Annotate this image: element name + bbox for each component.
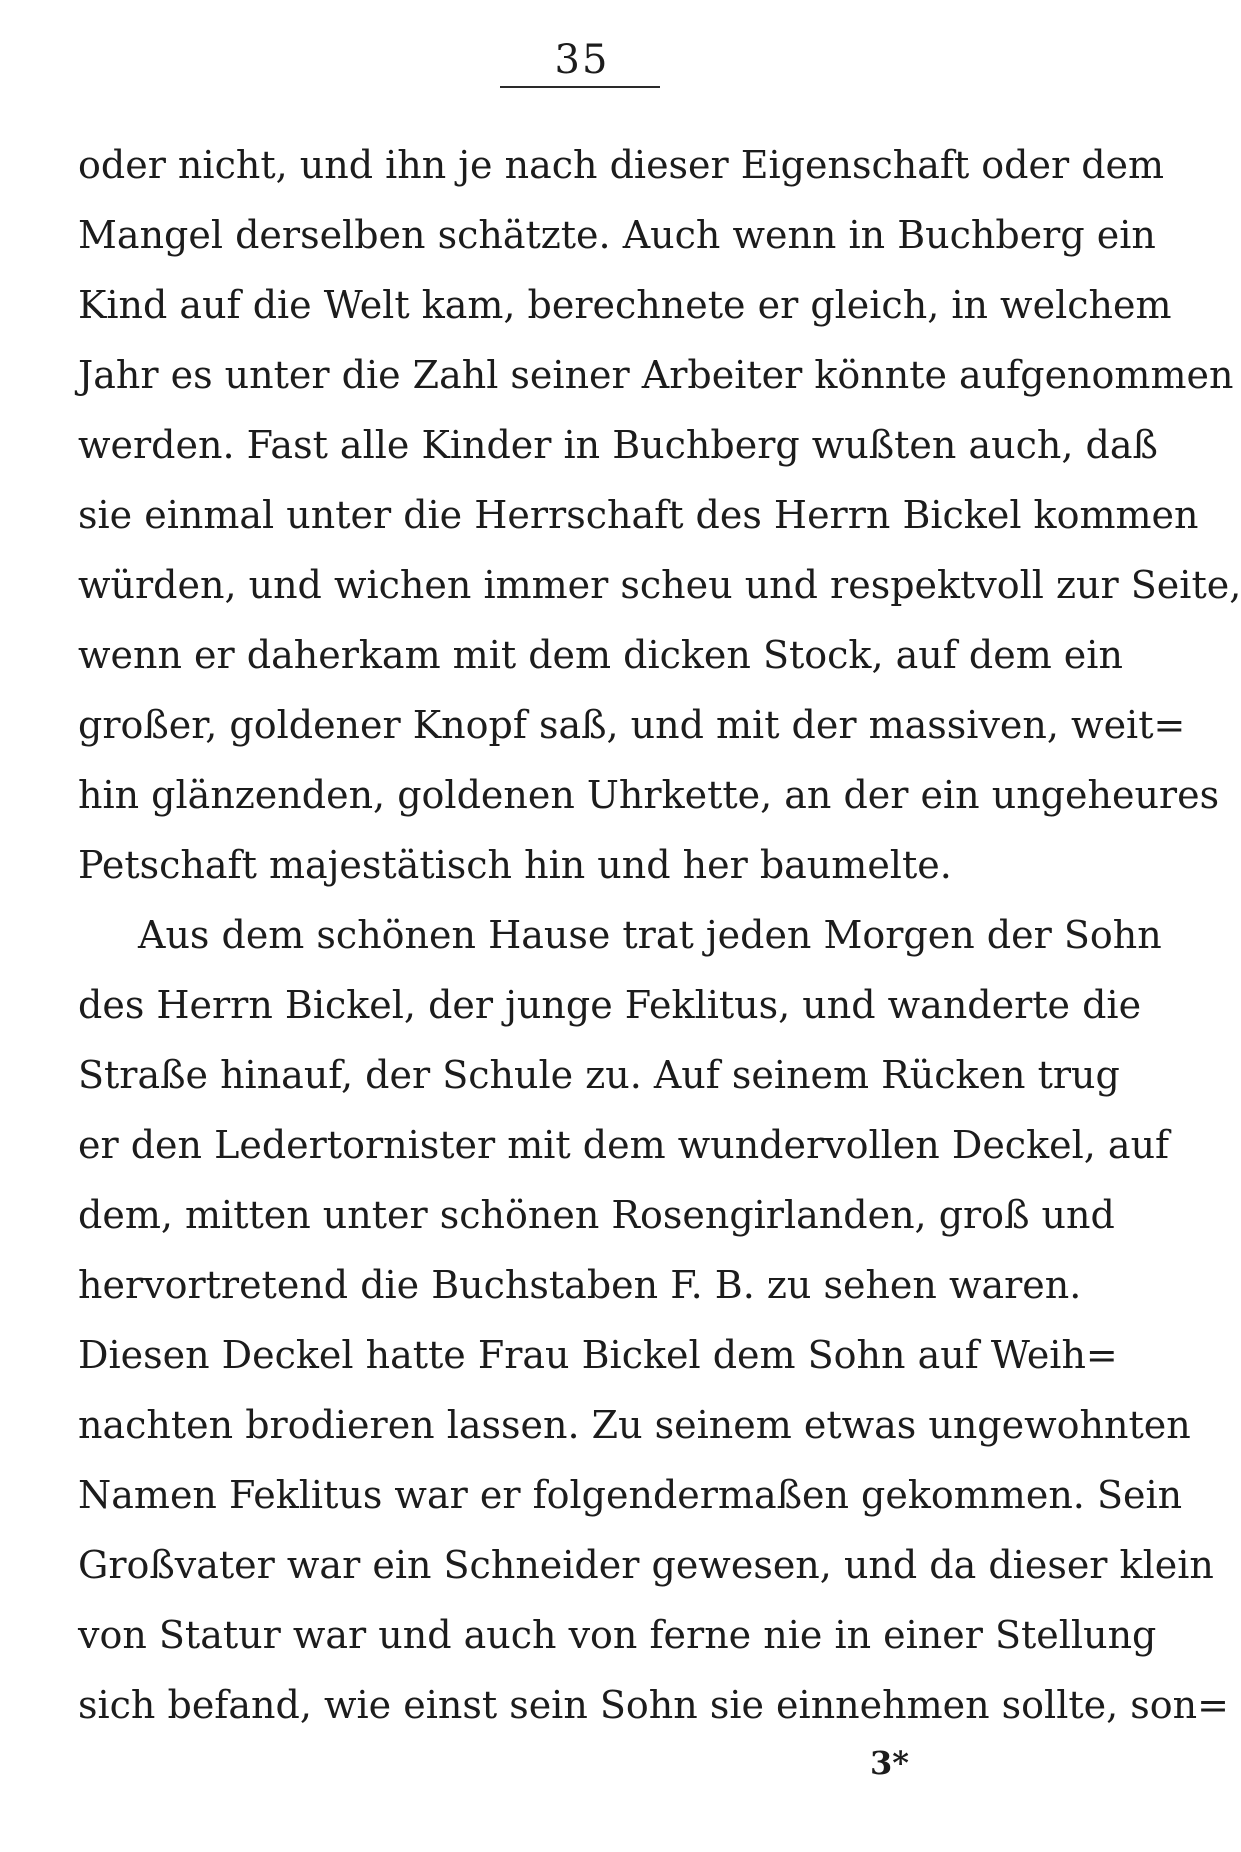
text-line: Namen Feklitus war er folgendermaßen gekommen. Sein [78,1473,1183,1517]
text-line: des Herrn Bickel, der junge Feklitus, und wanderte die [78,983,1142,1027]
signature-mark: 3* [870,1744,909,1782]
text-line: Jahr es unter die Zahl seiner Arbeiter könnte aufgenommen [78,353,1234,397]
text-line: sich befand, wie einst sein Sohn sie einnehmen sollte, son= [78,1683,1229,1727]
page-number: 35 [554,37,610,83]
text-line: würden, und wichen immer scheu und respektvoll zur Seite, [78,563,1241,607]
text-line: großer, goldener Knopf saß, und mit der massiven, weit= [78,703,1186,747]
text-line: Straße hinauf, der Schule zu. Auf seinem Rücken trug [78,1053,1120,1097]
text-line: werden. Fast alle Kinder in Buchberg wußten auch, daß [78,423,1158,467]
text-line: hervortretend die Buchstaben F. B. zu sehen waren. [78,1263,1082,1307]
text-line: von Statur war und auch von ferne nie in einer Stellung [78,1613,1157,1657]
text-line: Diesen Deckel hatte Frau Bickel dem Sohn auf Weih= [78,1333,1118,1377]
paragraph-start-line: Aus dem schönen Hause trat jeden Morgen der Sohn [138,913,1162,957]
text-line: oder nicht, und ihn je nach dieser Eigenschaft oder dem [78,143,1165,187]
paragraph-end-line: Petschaft majestätisch hin und her baumelte. [78,843,952,887]
text-line: hin glänzenden, goldenen Uhrkette, an der ein ungeheures [78,773,1220,817]
header-rule [500,86,660,88]
text-line: Kind auf die Welt kam, berechnete er gleich, in welchem [78,283,1172,327]
text-line: nachten brodieren lassen. Zu seinem etwas ungewohnten [78,1403,1191,1447]
text-line: Großvater war ein Schneider gewesen, und da dieser klein [78,1543,1214,1587]
text-line: er den Ledertornister mit dem wundervollen Deckel, auf [78,1123,1170,1167]
body-text [78,130,1241,1740]
text-line: dem, mitten unter schönen Rosengirlanden, groß und [78,1193,1115,1237]
text-line: wenn er daherkam mit dem dicken Stock, auf dem ein [78,633,1123,677]
text-line: Mangel derselben schätzte. Auch wenn in Buchberg ein [78,213,1156,257]
text-line: sie einmal unter die Herrschaft des Herrn Bickel kommen [78,493,1199,537]
